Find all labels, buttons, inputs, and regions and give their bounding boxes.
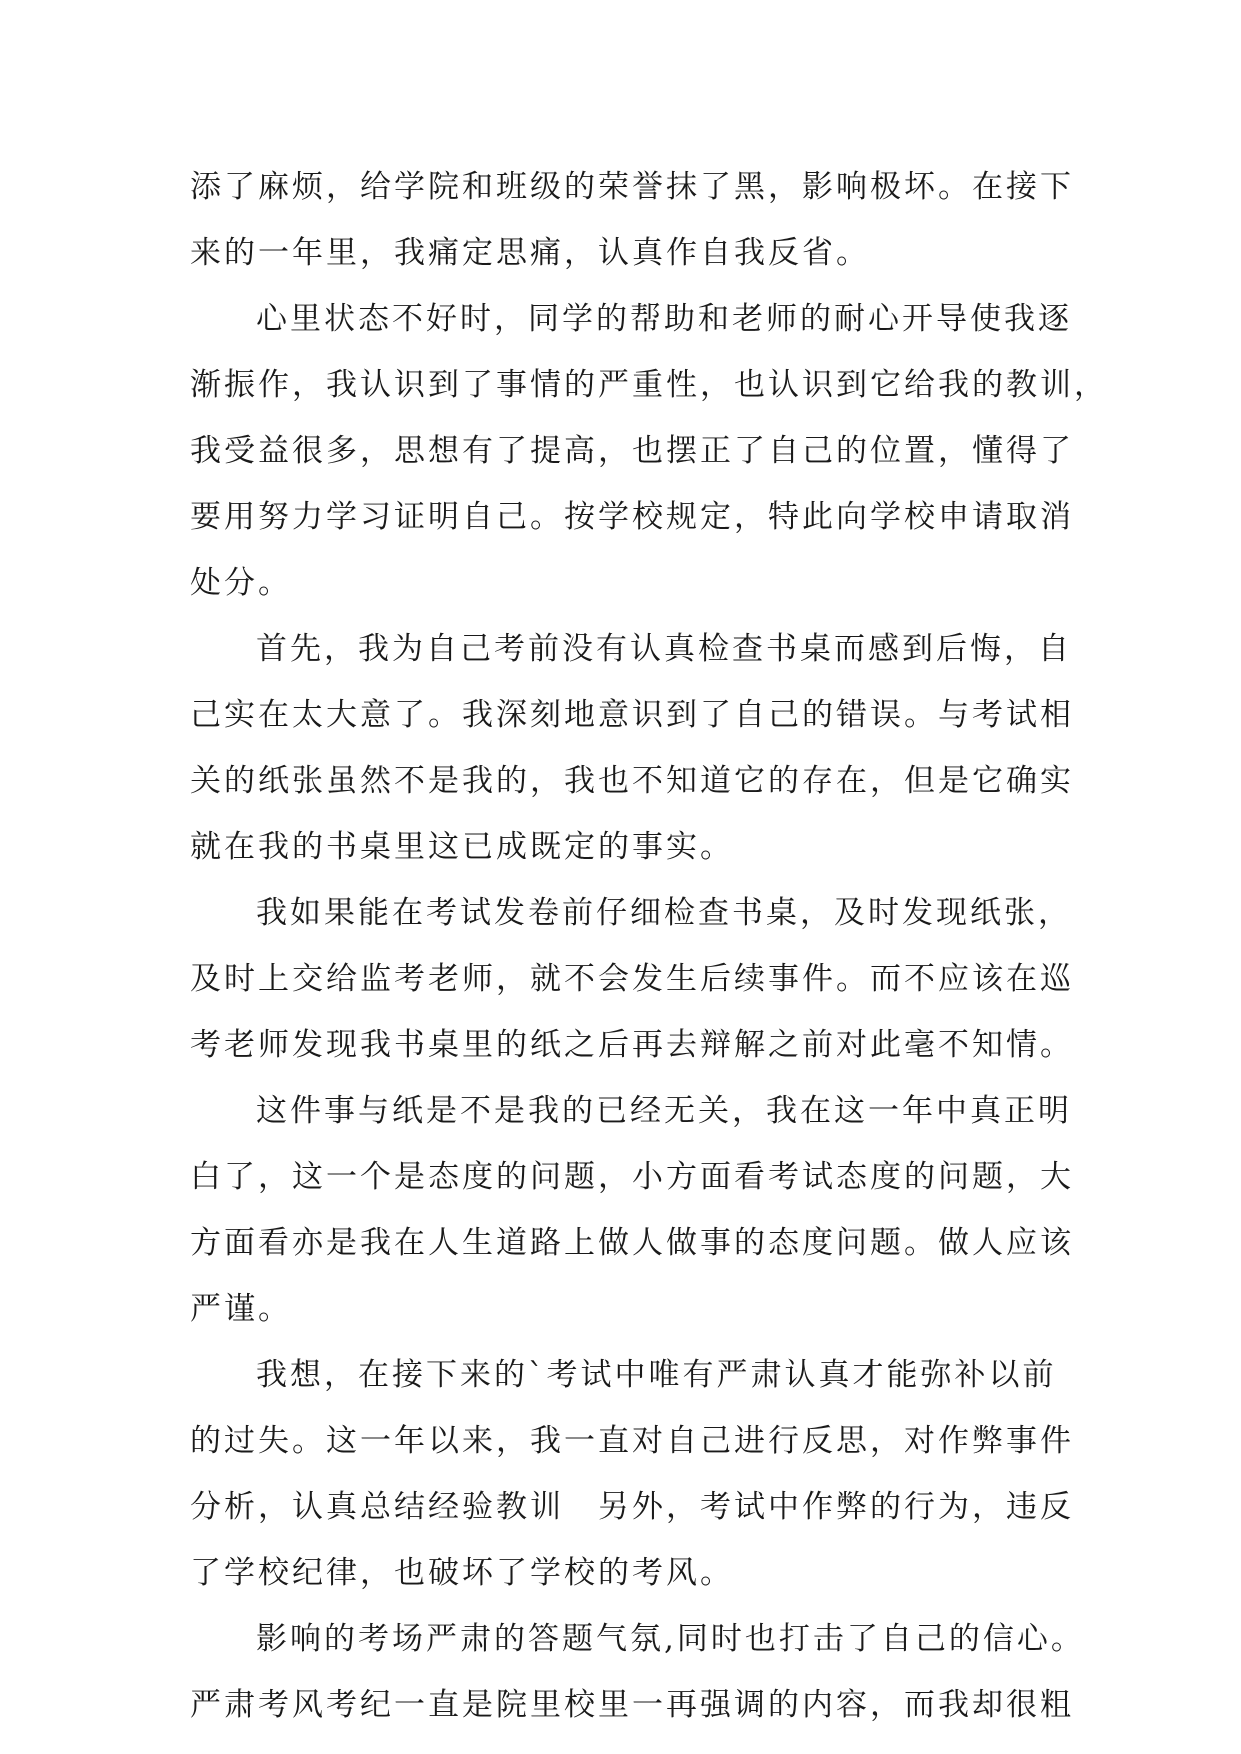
text-line: 及时上交给监考老师，就不会发生后续事件。而不应该在巡: [190, 961, 1074, 997]
body-text: [190, 154, 1108, 1738]
text-line: 来的一年里，我痛定思痛，认真作自我反省。: [190, 235, 870, 271]
text-line: 要用努力学习证明自己。按学校规定，特此向学校申请取消: [190, 499, 1074, 535]
text-line: 这件事与纸是不是我的已经无关，我在这一年中真正明: [256, 1093, 1072, 1129]
text-line: 我如果能在考试发卷前仔细检查书桌，及时发现纸张，: [256, 895, 1072, 931]
text-line: 方面看亦是我在人生道路上做人做事的态度问题。做人应该: [190, 1225, 1074, 1261]
text-line: 就在我的书桌里这已成既定的事实。: [190, 829, 734, 865]
text-line: 影响的考场严肃的答题气氛,同时也打击了自己的信心。: [256, 1621, 1085, 1657]
text-line: 添了麻烦，给学院和班级的荣誉抹了黑，影响极坏。在接下: [190, 169, 1074, 205]
text-line: 心里状态不好时，同学的帮助和老师的耐心开导使我逐: [256, 301, 1072, 337]
text-line: 我想，在接下来的`考试中唯有严肃认真才能弥补以前: [256, 1357, 1057, 1393]
text-line: 了学校纪律，也破坏了学校的考风。: [190, 1555, 734, 1591]
text-line: 处分。: [190, 565, 292, 601]
text-line: 渐振作，我认识到了事情的严重性，也认识到它给我的教训，: [190, 367, 1108, 403]
text-line: 严肃考风考纪一直是院里校里一再强调的内容，而我却很粗: [190, 1687, 1074, 1723]
text-line: 分析，认真总结经验教训 另外，考试中作弊的行为，违反: [190, 1489, 1074, 1525]
text-line: 考老师发现我书桌里的纸之后再去辩解之前对此毫不知情。: [190, 1027, 1074, 1063]
text-line: 严谨。: [190, 1291, 292, 1327]
text-line: 的过失。这一年以来，我一直对自己进行反思，对作弊事件: [190, 1423, 1074, 1459]
text-line: 首先，我为自己考前没有认真检查书桌而感到后悔，自: [256, 631, 1072, 667]
text-line: 我受益很多，思想有了提高，也摆正了自己的位置，懂得了: [190, 433, 1074, 469]
text-line: 己实在太大意了。我深刻地意识到了自己的错误。与考试相: [190, 697, 1074, 733]
text-line: 白了，这一个是态度的问题，小方面看考试态度的问题，大: [190, 1159, 1074, 1195]
text-line: 关的纸张虽然不是我的，我也不知道它的存在，但是它确实: [190, 763, 1074, 799]
